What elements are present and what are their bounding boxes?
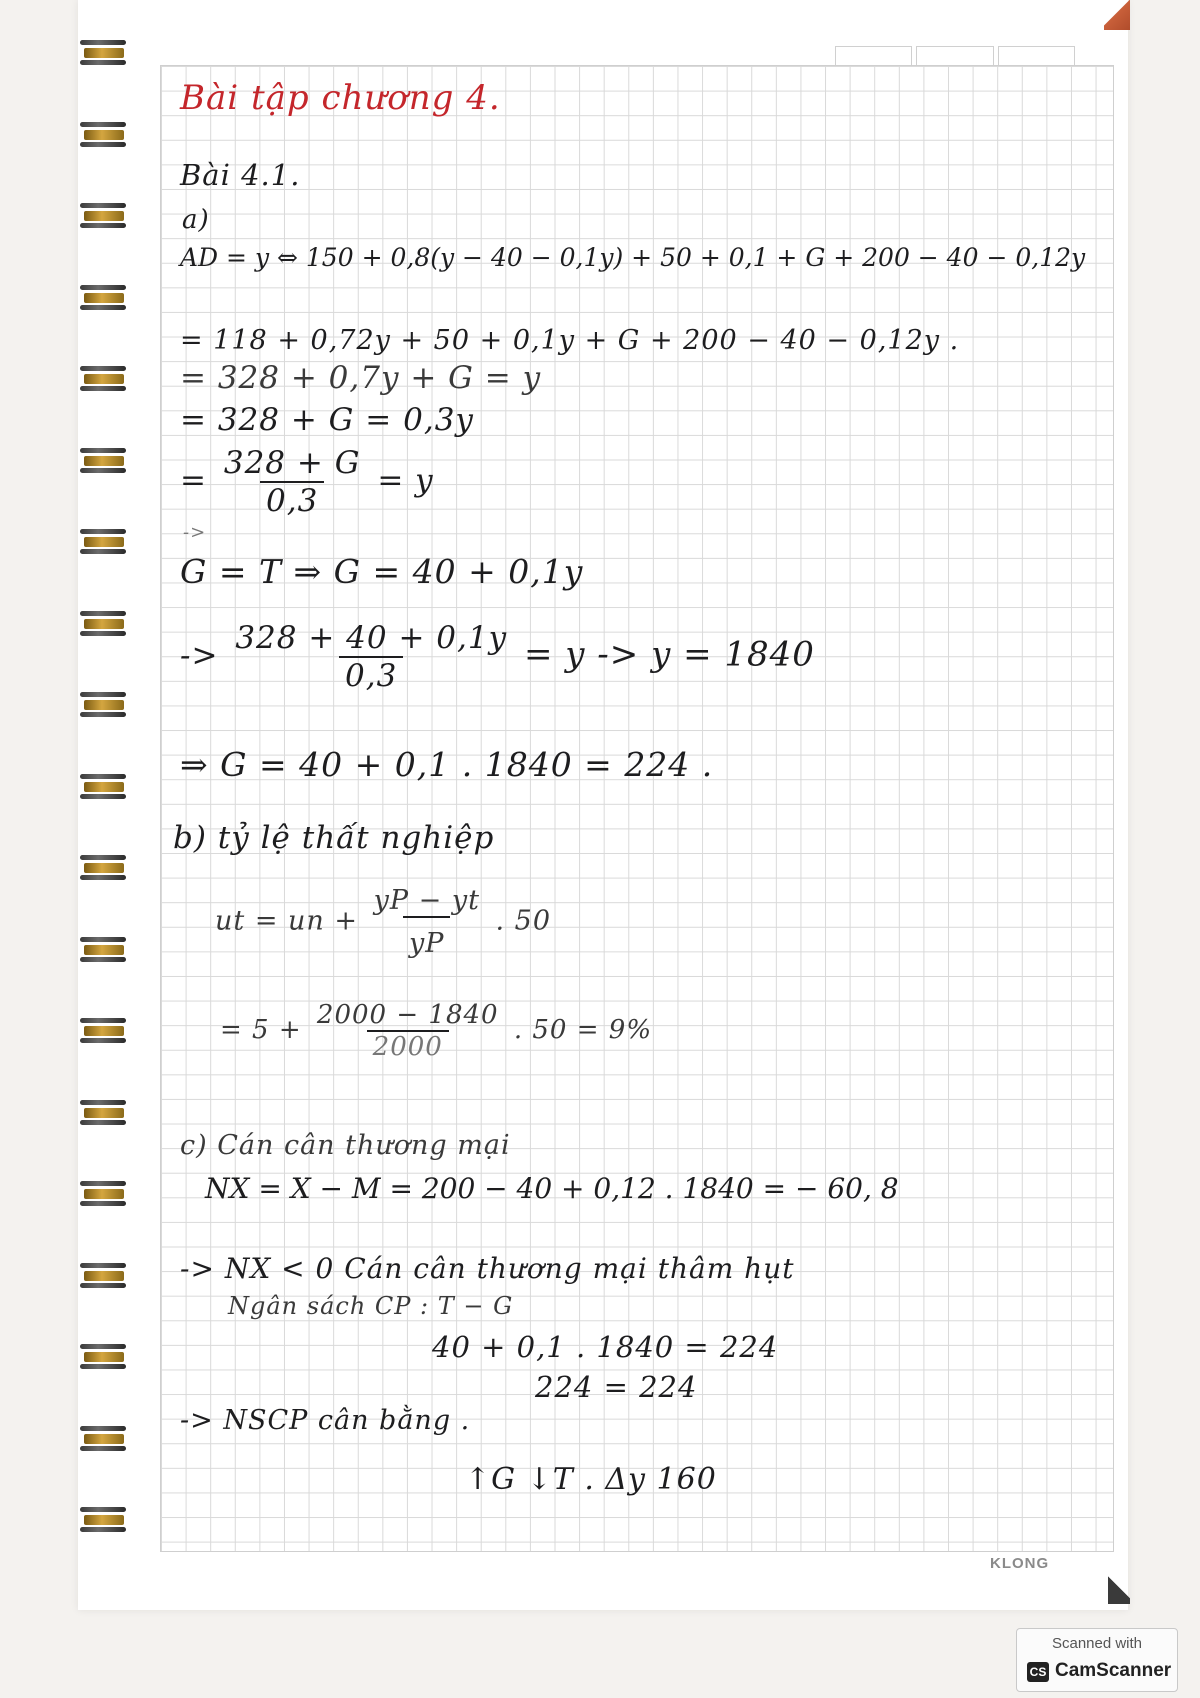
spiral-ring (78, 1181, 128, 1209)
calc-prefix: = 5 + (220, 1015, 302, 1045)
page-corner-decoration (1108, 1570, 1130, 1604)
fraction (218, 445, 367, 519)
formula-prefix: ut = un + (215, 905, 359, 937)
header-date-boxes (835, 46, 1075, 66)
arrow-prefix: -> (180, 637, 219, 674)
part-c-line-6: -> NSCP cân bằng . (180, 1405, 471, 1436)
part-c-line-7: ↑G ↓T . Δy 160 (465, 1462, 717, 1497)
notebook-brand: KLONG (990, 1555, 1050, 1572)
spiral-ring (78, 285, 128, 313)
fraction (311, 1000, 505, 1062)
part-a-line-5 (180, 445, 434, 519)
fraction-numerator: 328 + 40 + 0,1y (235, 620, 508, 656)
part-b-formula (215, 885, 551, 959)
part-c-line-2: -> NX < 0 Cán cân thương mại thâm hụt (180, 1252, 795, 1285)
part-a-line-7 (180, 620, 815, 694)
spiral-ring (78, 1018, 128, 1046)
grid-paper (160, 65, 1114, 1552)
spiral-ring (78, 366, 128, 394)
camscanner-watermark (1016, 1628, 1178, 1692)
fraction-denominator: 0,3 (339, 656, 403, 694)
spiral-ring (78, 122, 128, 150)
spiral-ring (78, 529, 128, 557)
header-box (998, 46, 1075, 66)
part-a-line-1: AD = y ⇔ 150 + 0,8(y − 40 − 0,1y) + 50 + 0,1 + G + 200 − 40 − 0,12y (180, 243, 1086, 272)
part-a-line-8: ⇒ G = 40 + 0,1 . 1840 = 224 . (180, 745, 714, 784)
scanned-with-text: Scanned with (1051, 1635, 1143, 1652)
camscanner-logo-icon: CS (1027, 1662, 1049, 1682)
part-a-line-2: = 118 + 0,72y + 50 + 0,1y + G + 200 − 40 − 0,12y . (180, 325, 960, 356)
fraction-result: = y (377, 462, 434, 499)
spiral-ring (78, 611, 128, 639)
spiral-ring (78, 1100, 128, 1128)
fraction-numerator: yP − yt (373, 885, 480, 916)
part-c-line-1: NX = X − M = 200 − 40 + 0,12 . 1840 = − 60, 8 (205, 1172, 899, 1205)
spiral-ring (78, 1507, 128, 1535)
part-c-line-3: Ngân sách CP : T − G (228, 1292, 514, 1320)
calc-suffix: . 50 = 9% (513, 1015, 653, 1045)
spiral-ring (78, 1426, 128, 1454)
arrow-mark: -> (183, 522, 207, 543)
part-a-label: a) (182, 205, 210, 235)
part-c-line-5: 224 = 224 (535, 1370, 698, 1404)
page-corner-decoration (1104, 0, 1130, 30)
header-box (835, 46, 912, 66)
part-c-line-4: 40 + 0,1 . 1840 = 224 (432, 1330, 779, 1364)
page-title: Bài tập chương 4. (180, 78, 501, 118)
spiral-ring (78, 855, 128, 883)
fraction (229, 620, 513, 694)
camscanner-name: CamScanner (1055, 1660, 1172, 1681)
fraction-denominator: 0,3 (260, 481, 324, 519)
spiral-ring (78, 692, 128, 720)
fraction-denominator: 2000 (367, 1030, 449, 1062)
equals-sign: = (180, 462, 207, 499)
spiral-ring (78, 774, 128, 802)
spiral-ring (78, 203, 128, 231)
spiral-ring (78, 448, 128, 476)
part-a-line-4: = 328 + G = 0,3y (180, 402, 474, 438)
fraction-numerator: 328 + G (223, 445, 361, 481)
fraction-numerator: 2000 − 1840 (316, 1000, 499, 1030)
spiral-binding (78, 30, 134, 1590)
fraction (368, 885, 486, 959)
part-a-line-6: G = T ⇒ G = 40 + 0,1y (180, 552, 584, 591)
fraction-result: = y -> y = 1840 (523, 634, 815, 675)
fraction-denominator: yP (403, 916, 450, 959)
header-box (916, 46, 993, 66)
part-b-label: b) tỷ lệ thất nghiệp (173, 820, 495, 856)
formula-suffix: . 50 (495, 905, 552, 937)
spiral-ring (78, 1344, 128, 1372)
spiral-ring (78, 40, 128, 68)
exercise-heading: Bài 4.1. (180, 158, 301, 192)
spiral-ring (78, 1263, 128, 1291)
part-a-line-3: = 328 + 0,7y + G = y (180, 360, 542, 396)
spiral-ring (78, 937, 128, 965)
part-b-calculation (220, 1000, 652, 1062)
part-c-label: c) Cán cân thương mại (180, 1130, 511, 1161)
